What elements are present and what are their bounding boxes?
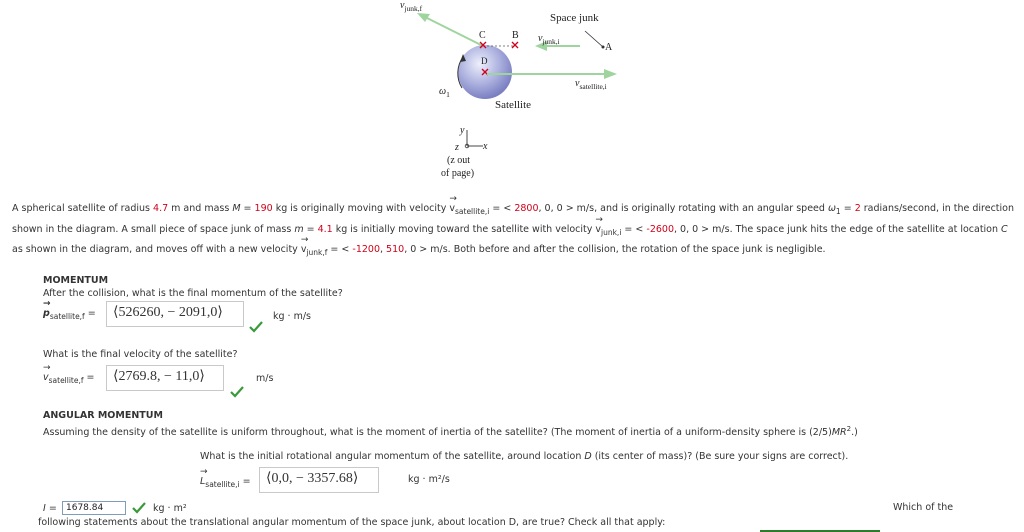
- momentum-title: MOMENTUM: [43, 275, 109, 286]
- v-satellite-answer[interactable]: ⟨2769.8, − 11,0⟩: [106, 365, 224, 391]
- momentum-question-2: What is the final velocity of the satellite?: [43, 349, 238, 360]
- vjunk-f-arrow: [425, 17, 483, 46]
- label-vsat-i: $v_{satellite,i}$: [575, 78, 607, 91]
- label-c: C: [479, 30, 486, 41]
- label-space-junk: Space junk: [550, 12, 599, 24]
- collision-diagram: [395, 0, 635, 185]
- diagram-svg: [395, 0, 635, 185]
- label-omega: $\omega_1$: [439, 86, 450, 99]
- space-junk-pointer: [585, 31, 603, 47]
- junk-mass-value: 4.1: [317, 223, 333, 235]
- v-satellite-unit: m/s: [256, 373, 274, 384]
- angular-title: ANGULAR MOMENTUM: [43, 410, 163, 421]
- label-satellite: Satellite: [495, 99, 532, 111]
- label-b: B: [512, 30, 519, 41]
- v-satellite-label: → $v_{satellite,f}$ =: [43, 372, 95, 385]
- p-satellite-label: → $p_{satellite,f}$ =: [43, 308, 96, 321]
- label-d: D: [481, 56, 488, 66]
- label-zout-2: of page): [441, 168, 475, 179]
- p-satellite-unit: kg · m/s: [273, 311, 311, 322]
- vsat-x-value: 2800: [514, 203, 539, 214]
- angular-question-1: Assuming the density of the satellite is uniform throughout, what is the moment of inertia of the satellite? (The moment of inertia of a uniform-density sphere is $(2/5)MR^2$.): [43, 425, 858, 439]
- l-satellite-answer[interactable]: ⟨0,0, − 3357.68⟩: [259, 467, 379, 493]
- i-correct-check-icon: [132, 502, 146, 514]
- moment-of-inertia-input[interactable]: 1678.84: [62, 501, 126, 515]
- p-correct-check-icon: [249, 321, 263, 333]
- angular-question-2: What is the initial rotational angular momentum of the satellite, around location D (its center of mass)? (Be sure your signs are correct).: [200, 451, 849, 462]
- omega-value: 2: [854, 203, 861, 214]
- vjunk-f-y-value: 510: [386, 244, 405, 255]
- label-y: y: [460, 125, 465, 136]
- which-of-the-text: Which of the: [893, 502, 954, 513]
- radius-value: 4.7: [153, 203, 169, 214]
- v-correct-check-icon: [230, 386, 244, 398]
- marker-b: [512, 42, 518, 48]
- label-vjunk-f: $v_{junk,f}$: [400, 0, 423, 13]
- l-satellite-unit: kg · m²/s: [408, 474, 450, 485]
- vjunk-i-x-value: -2600: [646, 223, 674, 235]
- momentum-question-1: After the collision, what is the final momentum of the satellite?: [43, 288, 343, 299]
- label-z: z: [455, 142, 459, 153]
- l-satellite-label: → $L_{satellite,i}$ =: [200, 476, 251, 489]
- mass-value: 190: [254, 203, 273, 214]
- label-x: x: [483, 141, 488, 152]
- problem-statement: A spherical satellite of radius 4.7 m and mass M = 190 kg is originally moving with velocity → $v_{satellite,i}$ = < 2800, 0, 0 > m/s, and is originally rotating with an angular speed $\omega_1 = 2$ radians/second, in the direction shown in the diagram. A small piece of space junk of mass m = 4.1 kg is initially moving toward the satellite with velocity → $v_{junk,i}$ = < -2600, 0, 0 > m/s. The space junk hits the edge of the satellite at location C as shown in the diagram, and moves off with a new velocity → $v_{junk,f}$ = < -1200, 510, 0 > m/s. Both before and after the collision, the rotation of the space junk is negligible.: [12, 200, 1016, 262]
- p-satellite-answer[interactable]: ⟨526260, − 2091,0⟩: [106, 301, 244, 327]
- i-label: I =: [43, 503, 57, 514]
- i-unit: kg · m²: [153, 503, 187, 514]
- vjunk-f-x-value: -1200: [352, 244, 380, 255]
- label-vjunk-i: $v_{junk,i}$: [538, 33, 560, 46]
- label-zout-1: (z out: [447, 155, 471, 166]
- label-a: A: [605, 42, 613, 53]
- following-statements-text: following statements about the translational angular momentum of the space junk, about location D, are true? Check all that apply:: [38, 517, 666, 528]
